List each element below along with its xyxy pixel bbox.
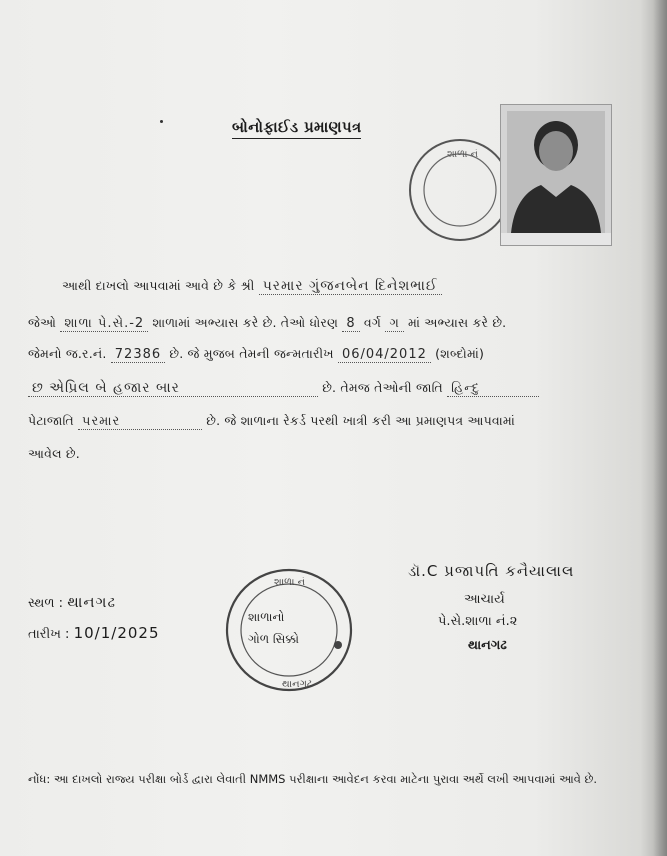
place-label: સ્થળ :	[28, 596, 64, 611]
page-edge-shadow	[653, 0, 667, 856]
line-5	[28, 413, 515, 430]
seal-rim-bottom: થાનગઢ	[282, 679, 312, 690]
seal-text-line-1: શાળાનો	[248, 610, 285, 624]
gr-number-field: 72386	[111, 347, 165, 363]
caste-field: હિન્દુ	[447, 381, 539, 397]
principal-title: આચાર્ય	[464, 592, 505, 607]
date-row	[28, 624, 160, 642]
seal-rim-top: શાળા નં	[274, 577, 306, 588]
standard-field: 8	[342, 316, 359, 332]
principal-place: થાનગઢ	[468, 638, 507, 653]
place-value: થાનગઢ	[67, 593, 116, 611]
certificate-title: બોનોફાઈડ પ્રમાણપત્ર	[232, 118, 361, 139]
line-3-prefix: જેમનો જ.ર.નં.	[28, 346, 107, 361]
principal-signature: ડૉ.C પ્રજાપતિ કનૈયાલાલ	[408, 562, 575, 580]
line-6: આવેલ છે.	[28, 446, 80, 461]
ink-dot	[160, 120, 163, 123]
line-2-prefix: જેઓ	[28, 315, 57, 330]
line-2-mid2: વર્ગ	[363, 315, 382, 330]
subcaste-field: પરમાર	[78, 414, 202, 430]
line-3	[28, 346, 484, 362]
school-name-field: શાળા પે.સે.-2	[60, 316, 148, 332]
photo-stamp	[405, 135, 515, 245]
student-photo	[500, 104, 612, 246]
school-round-seal	[222, 565, 356, 695]
line-2-suffix: માં અભ્યાસ કરે છે.	[408, 315, 507, 330]
line-5-suffix: છે. જે શાળાના રેકર્ડ પરથી ખાત્રી કરી આ પ્રમાણપત્ર આપવામાં	[206, 413, 516, 428]
line-4-mid: છે. તેમજ તેઓની જાતિ	[322, 380, 443, 395]
place-row	[28, 593, 116, 611]
line-5-prefix: પેટાજાતિ	[28, 413, 74, 428]
line-3-mid: છે. જે મુજબ તેમની જન્મતારીખ	[169, 346, 334, 361]
date-value: 10/1/2025	[73, 624, 160, 642]
birth-date-words-field: છ એપ્રિલ બે હજાર બાર	[28, 380, 318, 397]
photo-stamp-rim-text: શાળા નં	[447, 149, 479, 160]
birth-date-field: 06/04/2012	[338, 347, 431, 363]
line-2	[28, 315, 506, 331]
seal-text-line-2: ગોળ સિક્કો	[248, 632, 299, 646]
footer-note: નોંધ: આ દાખલો રાજ્ય પરીક્ષા બોર્ડ દ્વારા લેવાતી NMMS પરીક્ષાના આવેદન કરવા માટેના પુરાવા અર્થે લખી આપવામાં આવે છે.	[28, 772, 598, 786]
line-1	[62, 278, 442, 294]
student-name-field: પરમાર ગુંજનબેન દિનેશભાઈ	[259, 278, 442, 295]
division-field: ગ	[385, 316, 404, 332]
line-4	[28, 380, 539, 397]
line-1-prefix: આથી દાખલો આપવામાં આવે છે કે શ્રી	[62, 278, 255, 293]
line-3-suffix: (શબ્દોમાં)	[435, 346, 485, 361]
line-2-mid: શાળામાં અભ્યાસ કરે છે. તેઓ ધોરણ	[152, 315, 339, 330]
date-label: તારીખ :	[28, 627, 70, 642]
principal-school: પે.સે.શાળા નં.૨	[438, 614, 518, 629]
